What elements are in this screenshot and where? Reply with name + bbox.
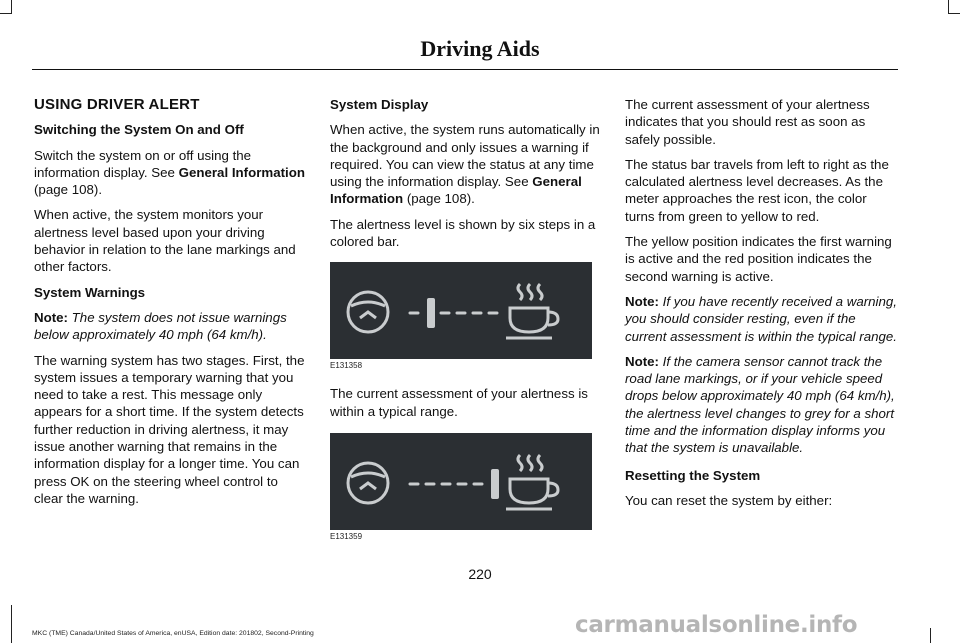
steering-wheel-icon xyxy=(348,292,388,332)
footer-edition-info: MKC (TME) Canada/United States of America, enUSA, Edition date: 201802, Second-Printing xyxy=(32,630,314,637)
paragraph: You can reset the system by either: xyxy=(625,492,833,508)
note-label: Note: xyxy=(34,309,68,325)
text: Switch the system on or off using the information display. See xyxy=(34,147,252,180)
paragraph xyxy=(34,147,310,199)
note xyxy=(34,309,310,344)
text: (page 108). xyxy=(403,191,475,207)
note-text: If the camera sensor cannot track the road lane markings, or if your vehicle speed drops below approximately 40 mph (64 km/h), the alertness level changes to grey for a short time and the information display informs you that the system is unavailable. xyxy=(625,353,895,456)
paragraph: When active, the system monitors your alertness level based upon your driving behavior in relation to the lane markings and other factors. xyxy=(34,207,296,275)
cross-reference-link[interactable]: General Information xyxy=(330,174,582,207)
paragraph: The warning system has two stages. First, the system issues a temporary warning that you need to take a rest. This message only appears for a short time. If the system detects further reduction in driving alertness, it may issue another warning that remains in the information display for a longer time. You can press OK on the steering wheel control to clear the warning. xyxy=(34,352,305,506)
crop-mark xyxy=(948,0,949,14)
paragraph: The status bar travels from left to right as the calculated alertness level decreases. As the meter approaches the rest icon, the color turns from green to yellow to red. xyxy=(625,156,889,224)
alertness-bar-figure-1 xyxy=(330,262,592,359)
alertness-bar-graphic xyxy=(330,433,592,530)
coffee-cup-icon xyxy=(506,455,558,509)
text: (page 108). xyxy=(34,182,103,198)
crop-mark xyxy=(948,13,960,14)
alertness-bar-graphic xyxy=(330,262,592,359)
paragraph xyxy=(330,121,602,207)
crop-mark xyxy=(0,13,12,14)
section-heading: USING DRIVER ALERT xyxy=(34,96,200,113)
crop-mark xyxy=(11,0,12,14)
status-marker xyxy=(427,298,435,328)
subheading-system-display: System Display xyxy=(330,97,429,112)
paragraph: The current assessment of your alertness indicates that you should rest as soon as safely possible. xyxy=(625,97,870,147)
text: When active, the system runs automatically in the background and only issues a warning if required. You can view the status at any time using the information display. See xyxy=(330,122,600,190)
note xyxy=(625,353,897,457)
page-number: 220 xyxy=(468,566,492,582)
cross-reference-link[interactable]: General Information xyxy=(178,164,305,180)
steering-wheel-icon xyxy=(348,463,388,503)
column-2 xyxy=(330,96,602,556)
note xyxy=(625,293,897,345)
crop-mark xyxy=(930,628,931,643)
subheading-on-off: Switching the System On and Off xyxy=(34,122,244,138)
figure-code: E131358 xyxy=(330,361,363,371)
alertness-bar-figure-2 xyxy=(330,433,592,530)
column-3 xyxy=(625,96,897,517)
figure-code: E131359 xyxy=(330,531,363,541)
status-marker xyxy=(491,469,499,499)
note-label: Note: xyxy=(625,293,659,309)
note-text: The system does not issue warnings below approximately 40 mph (64 km/h). xyxy=(34,309,287,343)
crop-mark xyxy=(11,605,12,643)
header-rule xyxy=(32,69,898,70)
column-1 xyxy=(34,96,310,515)
paragraph: The alertness level is shown by six steps in a colored bar. xyxy=(330,216,596,250)
page-title: Driving Aids xyxy=(420,36,540,61)
coffee-cup-icon xyxy=(506,284,558,338)
subheading-resetting: Resetting the System xyxy=(625,467,761,483)
paragraph: The yellow position indicates the first warning is active and the red position indicates the second warning is active. xyxy=(625,234,892,284)
note-label: Note: xyxy=(625,353,659,369)
paragraph: The current assessment of your alertness is within a typical range. xyxy=(330,386,588,419)
watermark: carmanualsonline.info xyxy=(575,612,858,638)
subheading-warnings: System Warnings xyxy=(34,284,146,300)
note-text: If you have recently received a warning, you should consider resting, even if the current assessment is within the typical range. xyxy=(625,293,897,344)
